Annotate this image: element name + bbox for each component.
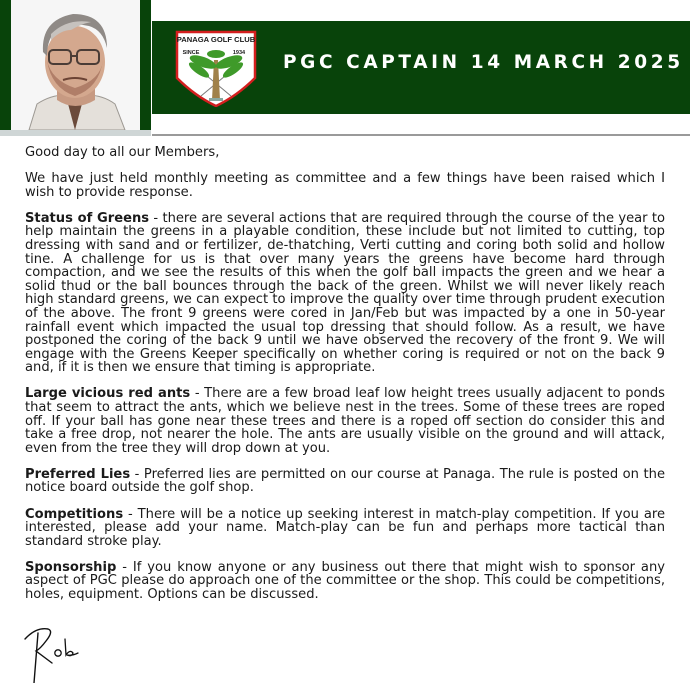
captain-portrait <box>11 0 140 130</box>
section-text: - Preferred lies are permitted on our course at Panaga. The rule is posted on the notice board outside the golf shop. <box>25 466 665 496</box>
section-heading: Sponsorship <box>25 559 117 575</box>
greeting: Good day to all our Members, <box>25 145 220 160</box>
section-status-of-greens <box>25 212 665 375</box>
section-sponsorship <box>25 561 665 602</box>
newsletter-title: PGC CAPTAIN 14 MARCH 2025 <box>283 52 684 73</box>
header-divider <box>152 134 690 136</box>
crest-club-name: PANAGA GOLF CLUB <box>176 35 256 44</box>
portrait-shadow <box>0 130 151 136</box>
section-heading: Status of Greens <box>25 210 150 226</box>
handwritten-signature-icon <box>22 625 82 683</box>
section-preferred-lies <box>25 468 665 495</box>
signature-rob <box>22 625 82 683</box>
intro-paragraph: We have just held monthly meeting as committee and a few things have been raised which I wish to provide response. <box>25 171 665 200</box>
club-crest <box>175 30 257 107</box>
section-text: - If you know anyone or any business out there that might wish to sponsor any aspect of PGC please do approach one of the committee or the shop. This could be competitions, holes, equipment. Options can be discussed. <box>25 559 665 603</box>
section-competitions <box>25 508 665 549</box>
section-heading: Competitions <box>25 506 124 522</box>
letter-body <box>25 146 665 614</box>
section-red-ants <box>25 387 665 455</box>
portrait-frame <box>0 0 151 130</box>
section-heading: Large vicious red ants <box>25 386 191 402</box>
section-text: - There are a few broad leaf low height trees usually adjacent to ponds that seem to attract the ants, which we believe nest in the trees. Some of these trees are roped off. If your ball has gone near these trees and there is a roped off section do consider this and take a free drop, not nearer the hole. The ants are usually visible on the ground and will attack, even from the tree they will drop down at you. <box>25 386 665 456</box>
section-heading: Preferred Lies <box>25 466 131 482</box>
portrait-illustration-icon <box>11 0 140 130</box>
newsletter-header <box>0 0 690 136</box>
golf-club-crest-icon <box>175 30 257 107</box>
section-text: - there are several actions that are required through the course of the year to help maintain the greens in a playable condition, these include but not limited to cutting, top dressing with sand and or fertilizer, de-thatching, Verti cutting and coring both solid and hollow tine. A challenge for us is that over many years the greens have become hard through compaction, and we see the results of this when the golf ball impacts the green and we hear a solid thud or the ball bounces through the back of the green. Whilst we will never likely reach high standard greens, we can expect to improve the quality over time through prudent execution of the above. The front 9 greens were cored in Jan/Feb but was impacted by a one in 50-year rainfall event which impacted the usual top dressing that should follow. As a result, we have postponed the coring of the back 9 until we have observed the recovery of the front 9. We will engage with the Greens Keeper specifically on whether coring is required or not on the back 9 and, if it is then we ensure that timing is appropriate. <box>25 210 665 376</box>
crest-since-year: 1934 <box>232 50 246 56</box>
section-text: - There will be a notice up seeking interest in match-play competition. If you are interested, please add your name. Match-play can be fun and perhaps more tactical than standard stroke play. <box>25 506 665 549</box>
crest-since-label: SINCE <box>182 50 200 56</box>
